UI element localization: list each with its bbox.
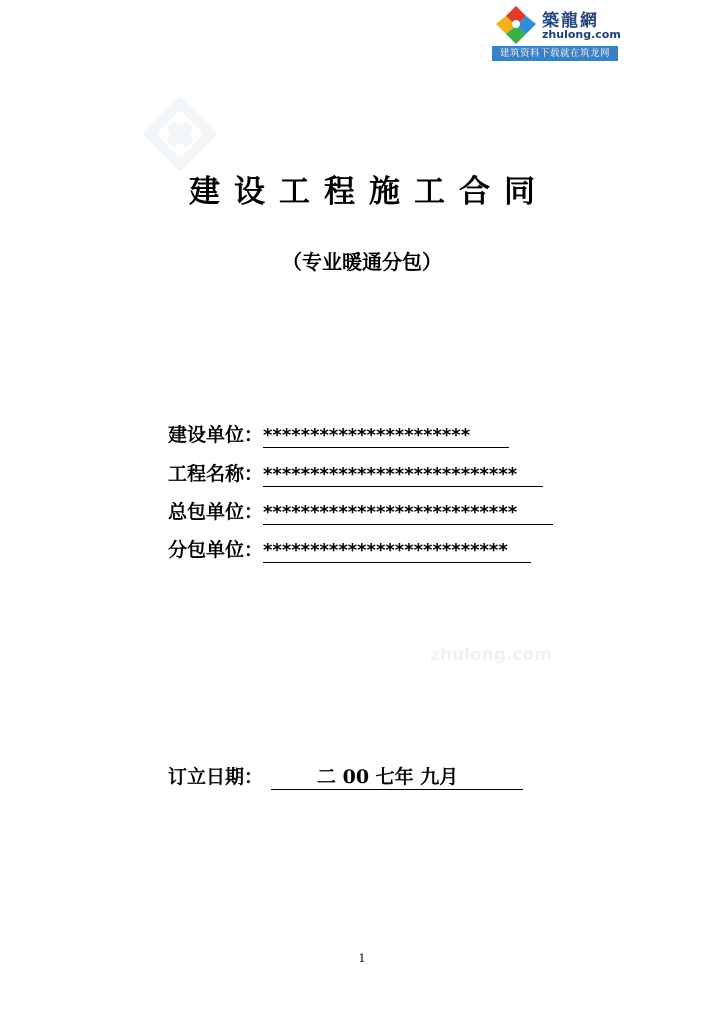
field-construction-unit (168, 420, 509, 448)
field-label: 建设单位： (168, 424, 264, 446)
date-label: 订立日期： (168, 766, 264, 788)
zhulong-logo (490, 0, 621, 62)
field-label: 工程名称： (168, 463, 264, 485)
page-number: 1 (358, 952, 366, 965)
field-value: ************************** (263, 540, 531, 563)
watermark-flower-icon (140, 94, 220, 174)
logo-brand-cn: 築龍網 (542, 11, 599, 31)
document-title: 建设工程施工合同 (189, 174, 549, 210)
field-general-contractor (168, 497, 553, 525)
signing-date (168, 762, 523, 790)
date-value: 二 00 七年 九月 (271, 762, 523, 790)
document-subtitle: （专业暖通分包） (282, 250, 442, 274)
field-label: 总包单位： (168, 501, 264, 523)
field-value: *************************** (263, 502, 553, 525)
field-value: ********************** (263, 425, 509, 448)
logo-slogan: 建筑资料下载就在筑龙网 (492, 46, 618, 61)
watermark-text: zhulong.com (430, 645, 552, 665)
field-project-name (168, 459, 543, 487)
field-value: *************************** (263, 464, 543, 487)
field-subcontractor (168, 535, 531, 563)
diamond-logo-icon (494, 2, 538, 46)
field-label: 分包单位： (168, 539, 264, 561)
logo-brand-en: zhulong.com (542, 28, 621, 41)
